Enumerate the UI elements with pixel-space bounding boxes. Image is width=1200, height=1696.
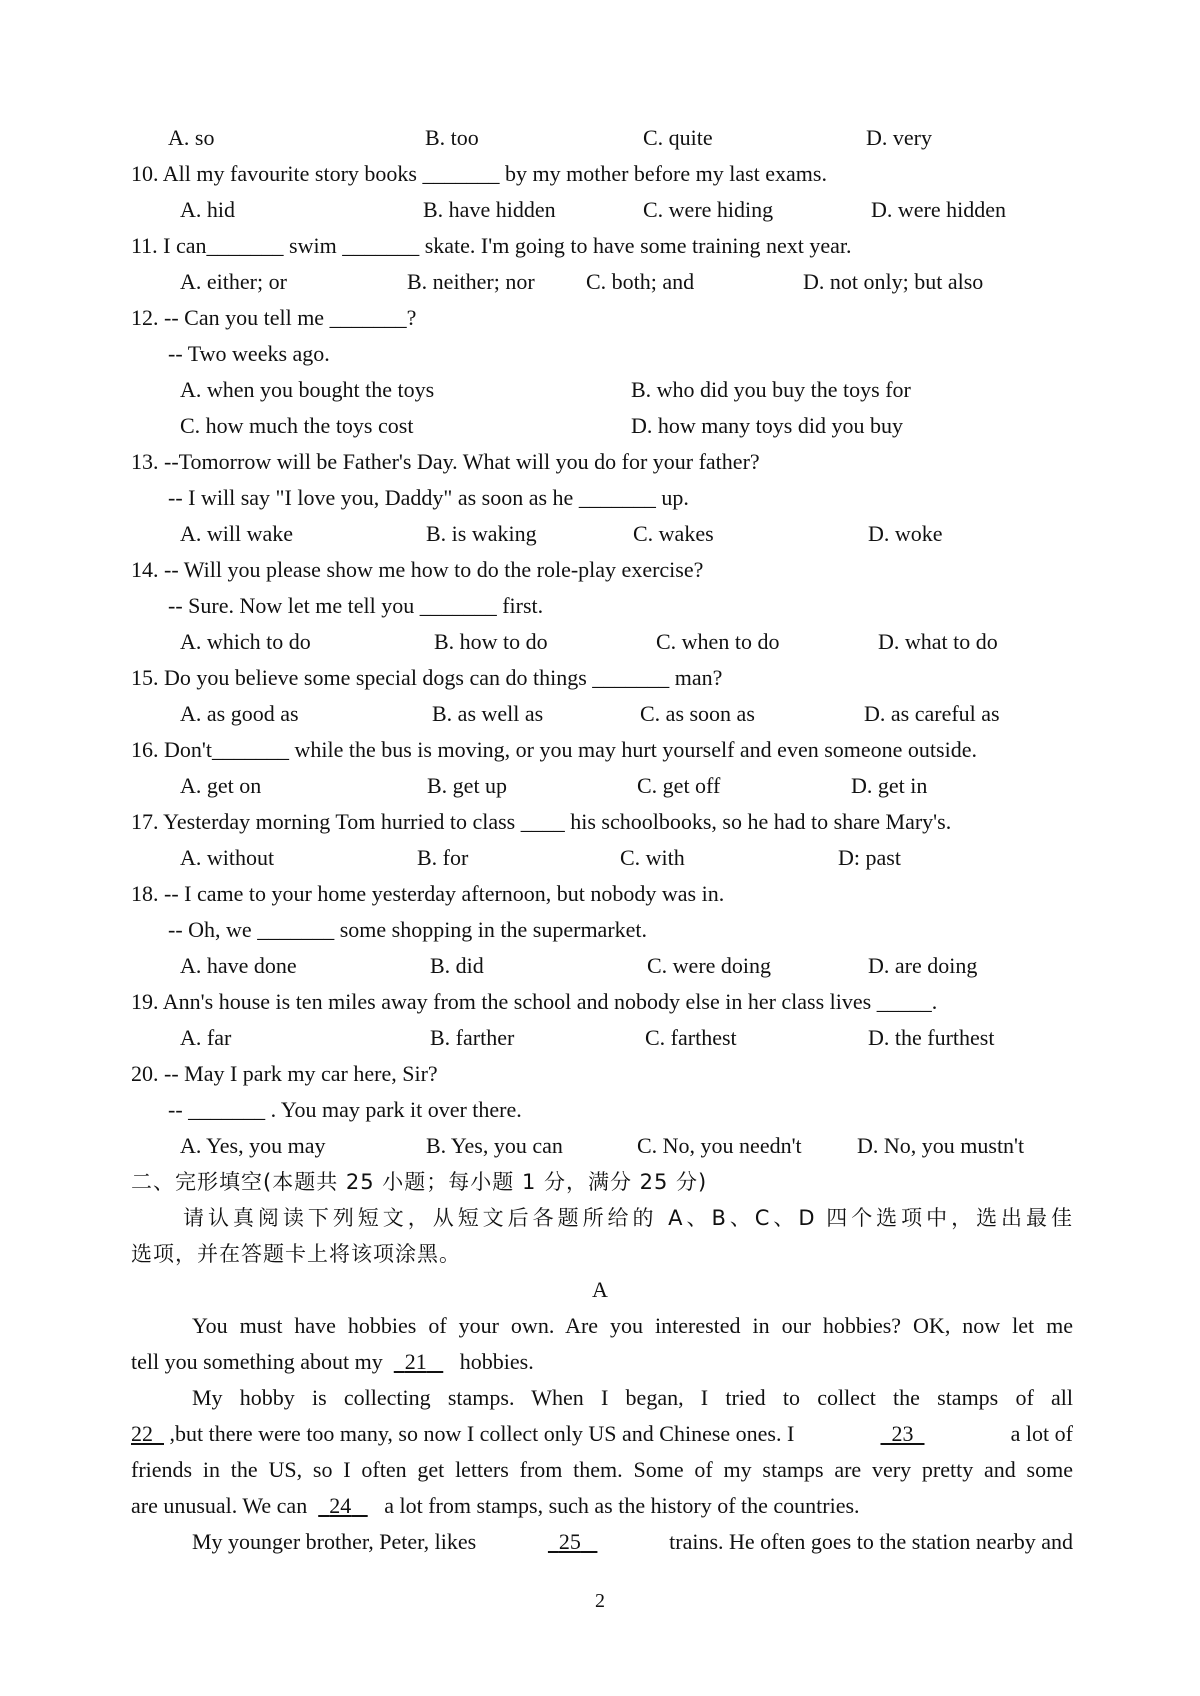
option-d: D. as careful as xyxy=(864,701,1000,726)
question-stem: 19. Ann's house is ten miles away from the school and nobody else in her class lives _____. xyxy=(131,989,938,1014)
option-c: C. with xyxy=(620,845,685,870)
option-c: C. farthest xyxy=(645,1025,737,1050)
blank-number: 23 xyxy=(891,1421,914,1446)
option-a: A. get on xyxy=(180,773,262,798)
passage-text: tell you something about my xyxy=(131,1349,383,1374)
passage-line xyxy=(131,1491,860,1521)
question-stem: 12. -- Can you tell me _______? xyxy=(131,305,417,330)
question-stem: 11. I can_______ swim _______ skate. I'm going to have some training next year. xyxy=(131,233,852,258)
option-a: A. without xyxy=(180,845,275,870)
question-response: -- Oh, we _______ some shopping in the supermarket. xyxy=(168,917,648,942)
option-a: A. either; or xyxy=(180,269,287,294)
option-b: B. did xyxy=(430,953,484,978)
question-stem: 14. -- Will you please show me how to do the role-play exercise? xyxy=(131,557,704,582)
question-response: -- Two weeks ago. xyxy=(168,341,330,366)
passage-text: a lot of xyxy=(1010,1421,1073,1446)
option-b: B. neither; nor xyxy=(407,269,535,294)
passage-label: A xyxy=(592,1277,608,1302)
passage-line: friends in the US, so I often get letters from them. Some of my stamps are very pretty and some xyxy=(131,1457,1073,1482)
option-b: B. farther xyxy=(430,1025,515,1050)
question-response: -- I will say "I love you, Daddy" as soon as he _______ up. xyxy=(168,485,689,510)
option-d: D. get in xyxy=(851,773,928,798)
option-c: C. how much the toys cost xyxy=(180,413,414,438)
option-a: A. have done xyxy=(180,953,297,978)
option-d: D. how many toys did you buy xyxy=(631,413,903,438)
passage-text: are unusual. We can xyxy=(131,1493,308,1518)
passage-line: My hobby is collecting stamps. When I began, I tried to collect the stamps of all xyxy=(192,1385,1073,1410)
passage-text: hobbies. xyxy=(459,1349,534,1374)
question-stem: 17. Yesterday morning Tom hurried to class ____ his schoolbooks, so he had to share Mary's. xyxy=(131,809,952,834)
question-stem: 20. -- May I park my car here, Sir? xyxy=(131,1061,438,1086)
option-c: C. were hiding xyxy=(643,197,774,222)
blank-number: 24 xyxy=(329,1493,352,1518)
option-b: B. too xyxy=(425,125,479,150)
option-d: D. very xyxy=(866,125,932,150)
blank-number: 22 xyxy=(131,1421,153,1446)
blank-number: 25 xyxy=(558,1529,581,1554)
option-d: D. No, you mustn't xyxy=(857,1133,1025,1158)
option-c: C. get off xyxy=(637,773,721,798)
passage-line xyxy=(192,1527,1073,1557)
passage-text: ,but there were too many, so now I collect only US and Chinese ones. I xyxy=(169,1421,795,1446)
option-c: C. No, you needn't xyxy=(637,1133,802,1158)
option-a: A. which to do xyxy=(180,629,311,654)
page-number: 2 xyxy=(595,1590,605,1612)
question-response: -- _______ . You may park it over there. xyxy=(168,1097,522,1122)
blank-24 xyxy=(318,1491,368,1521)
option-a: A. as good as xyxy=(180,701,299,726)
option-a: A. when you bought the toys xyxy=(180,377,435,402)
option-c: C. were doing xyxy=(647,953,772,978)
blank-number: 21 xyxy=(404,1349,427,1374)
option-b: B. who did you buy the toys for xyxy=(631,377,911,402)
option-b: B. is waking xyxy=(426,521,537,546)
question-stem: 16. Don't_______ while the bus is moving, or you may hurt yourself and even someone outside. xyxy=(131,737,977,762)
question-stem: 15. Do you believe some special dogs can do things _______ man? xyxy=(131,665,723,690)
option-b: B. have hidden xyxy=(423,197,556,222)
option-d: D. the furthest xyxy=(868,1025,995,1050)
section-heading: 二、完形填空(本题共 25 小题；每小题 1 分，满分 25 分) xyxy=(131,1170,708,1194)
option-c: C. quite xyxy=(643,125,713,150)
option-c: C. both; and xyxy=(586,269,695,294)
passage-line xyxy=(131,1419,1073,1449)
passage-text: a lot from stamps, such as the history of the countries. xyxy=(384,1493,860,1518)
option-b: B. get up xyxy=(427,773,508,798)
option-b: B. as well as xyxy=(432,701,544,726)
option-c: C. as soon as xyxy=(640,701,755,726)
option-d: D. were hidden xyxy=(871,197,1007,222)
option-a: A. Yes, you may xyxy=(180,1133,326,1158)
option-a: A. hid xyxy=(180,197,235,222)
question-stem: 13. --Tomorrow will be Father's Day. What will you do for your father? xyxy=(131,449,760,474)
option-d: D: past xyxy=(838,845,901,870)
option-c: C. when to do xyxy=(656,629,780,654)
blank-23 xyxy=(881,1419,925,1449)
question-response: -- Sure. Now let me tell you _______ first. xyxy=(168,593,544,618)
section-instruction: 请认真阅读下列短文，从短文后各题所给的 A、B、C、D 四个选项中，选出最佳 xyxy=(183,1206,1073,1230)
option-b: B. how to do xyxy=(434,629,548,654)
option-a: A. so xyxy=(168,125,215,150)
passage-text: My younger brother, Peter, likes xyxy=(192,1529,477,1554)
option-d: D. woke xyxy=(868,521,943,546)
option-d: D. what to do xyxy=(878,629,998,654)
section-instruction-cont: 选项，并在答题卡上将该项涂黑。 xyxy=(131,1242,461,1266)
question-stem: 10. All my favourite story books _______ by my mother before my last exams. xyxy=(131,161,827,186)
blank-22 xyxy=(131,1419,164,1449)
option-c: C. wakes xyxy=(633,521,714,546)
question-stem: 18. -- I came to your home yesterday afternoon, but nobody was in. xyxy=(131,881,725,906)
blank-25 xyxy=(548,1527,598,1557)
passage-line xyxy=(131,1347,534,1377)
option-d: D. not only; but also xyxy=(803,269,984,294)
option-b: B. for xyxy=(417,845,469,870)
passage-text: trains. He often goes to the station nearby and xyxy=(669,1529,1073,1554)
option-a: A. will wake xyxy=(180,521,294,546)
blank-21 xyxy=(394,1347,444,1377)
option-a: A. far xyxy=(180,1025,232,1050)
option-d: D. are doing xyxy=(868,953,978,978)
option-b: B. Yes, you can xyxy=(426,1133,563,1158)
passage-line: You must have hobbies of your own. Are you interested in our hobbies? OK, now let me xyxy=(192,1313,1073,1338)
